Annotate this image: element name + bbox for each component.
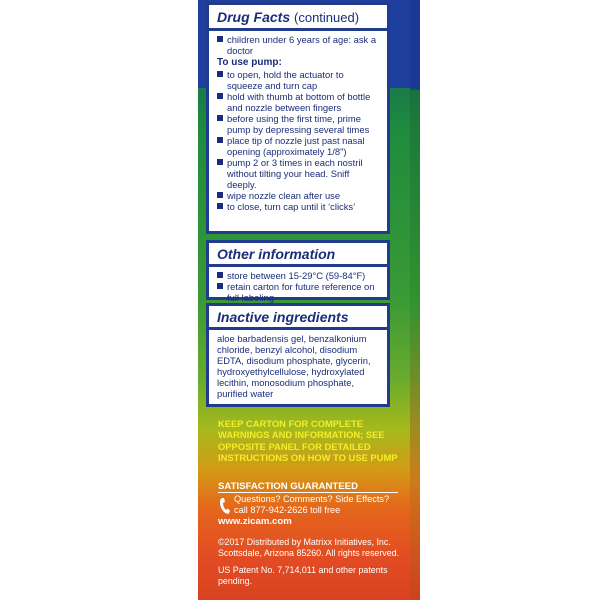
satisfaction-contact [234,494,400,515]
drug-facts-title: Drug Facts [217,9,291,25]
intro-list [217,34,379,56]
bullet-icon [217,115,223,121]
drug-facts-box [206,2,390,234]
copyright-text: ©2017 Distributed by Matrixx Initiatives, Inc. Scottsdale, Arizona 85260. All rights reserved. [218,537,400,558]
other-information-list [217,270,379,303]
list-item: before using the first time, prime pump by depressing several times [217,113,379,135]
satisfaction-title: SATISFACTION GUARANTEED [218,481,358,492]
bullet-icon [217,36,223,42]
list-item: retain carton for future reference on full labeling [217,281,379,303]
list-item: wipe nozzle clean after use [217,190,379,201]
inactive-ingredients-heading: Inactive ingredients [217,309,349,325]
pump-instructions-list [217,69,379,212]
bullet-icon [217,283,223,289]
pump-heading: To use pump: [217,57,282,68]
inactive-ingredients-text: aloe barbadensis gel, benzalkonium chloride, benzyl alcohol, disodium EDTA, disodium phosphate, glycerin, hydroxyethylcellulose, hydroxylated lecithin, monosodium phosphate, purified water [217,333,371,399]
list-item: pump 2 or 3 times in each nostril without tilting your head. Sniff deeply. [217,157,379,190]
heading-rule [209,327,387,330]
bullet-icon [217,159,223,165]
bullet-icon [217,272,223,278]
bullet-icon [217,192,223,198]
keep-carton-notice: KEEP CARTON FOR COMPLETE WARNINGS AND INFORMATION; SEE OPPOSITE PANEL FOR DETAILED INSTRUCTIONS ON HOW TO USE PUMP [218,418,398,463]
heading-rule [209,28,387,31]
website-link[interactable]: www.zicam.com [218,516,292,527]
list-item: store between 15-29°C (59-84°F) [217,270,379,281]
phone-icon [219,497,231,515]
inactive-ingredients-box [206,303,390,407]
bullet-icon [217,71,223,77]
patent-text: US Patent No. 7,714,011 and other patents pending. [218,565,388,586]
other-information-heading: Other information [217,246,336,262]
carton-edge [410,0,420,600]
contact-phone: call 877-942-2626 toll free [234,504,341,515]
heading-rule [209,264,387,267]
other-information-box [206,240,390,303]
list-item: place tip of nozzle just past nasal opening (approximately 1/8") [217,135,379,157]
contact-questions: Questions? Comments? Side Effects? [234,494,390,504]
list-item: children under 6 years of age: ask a doctor [217,34,379,56]
bullet-icon [217,93,223,99]
drug-facts-continued: (continued) [294,10,360,25]
satisfaction-rule [218,492,398,493]
list-item: to open, hold the actuator to squeeze and turn cap [217,69,379,91]
list-item: to close, turn cap until it ‘clicks’ [217,201,379,212]
list-item: hold with thumb at bottom of bottle and nozzle between fingers [217,91,379,113]
drug-facts-heading [217,9,379,26]
bullet-icon [217,137,223,143]
bullet-icon [217,203,223,209]
